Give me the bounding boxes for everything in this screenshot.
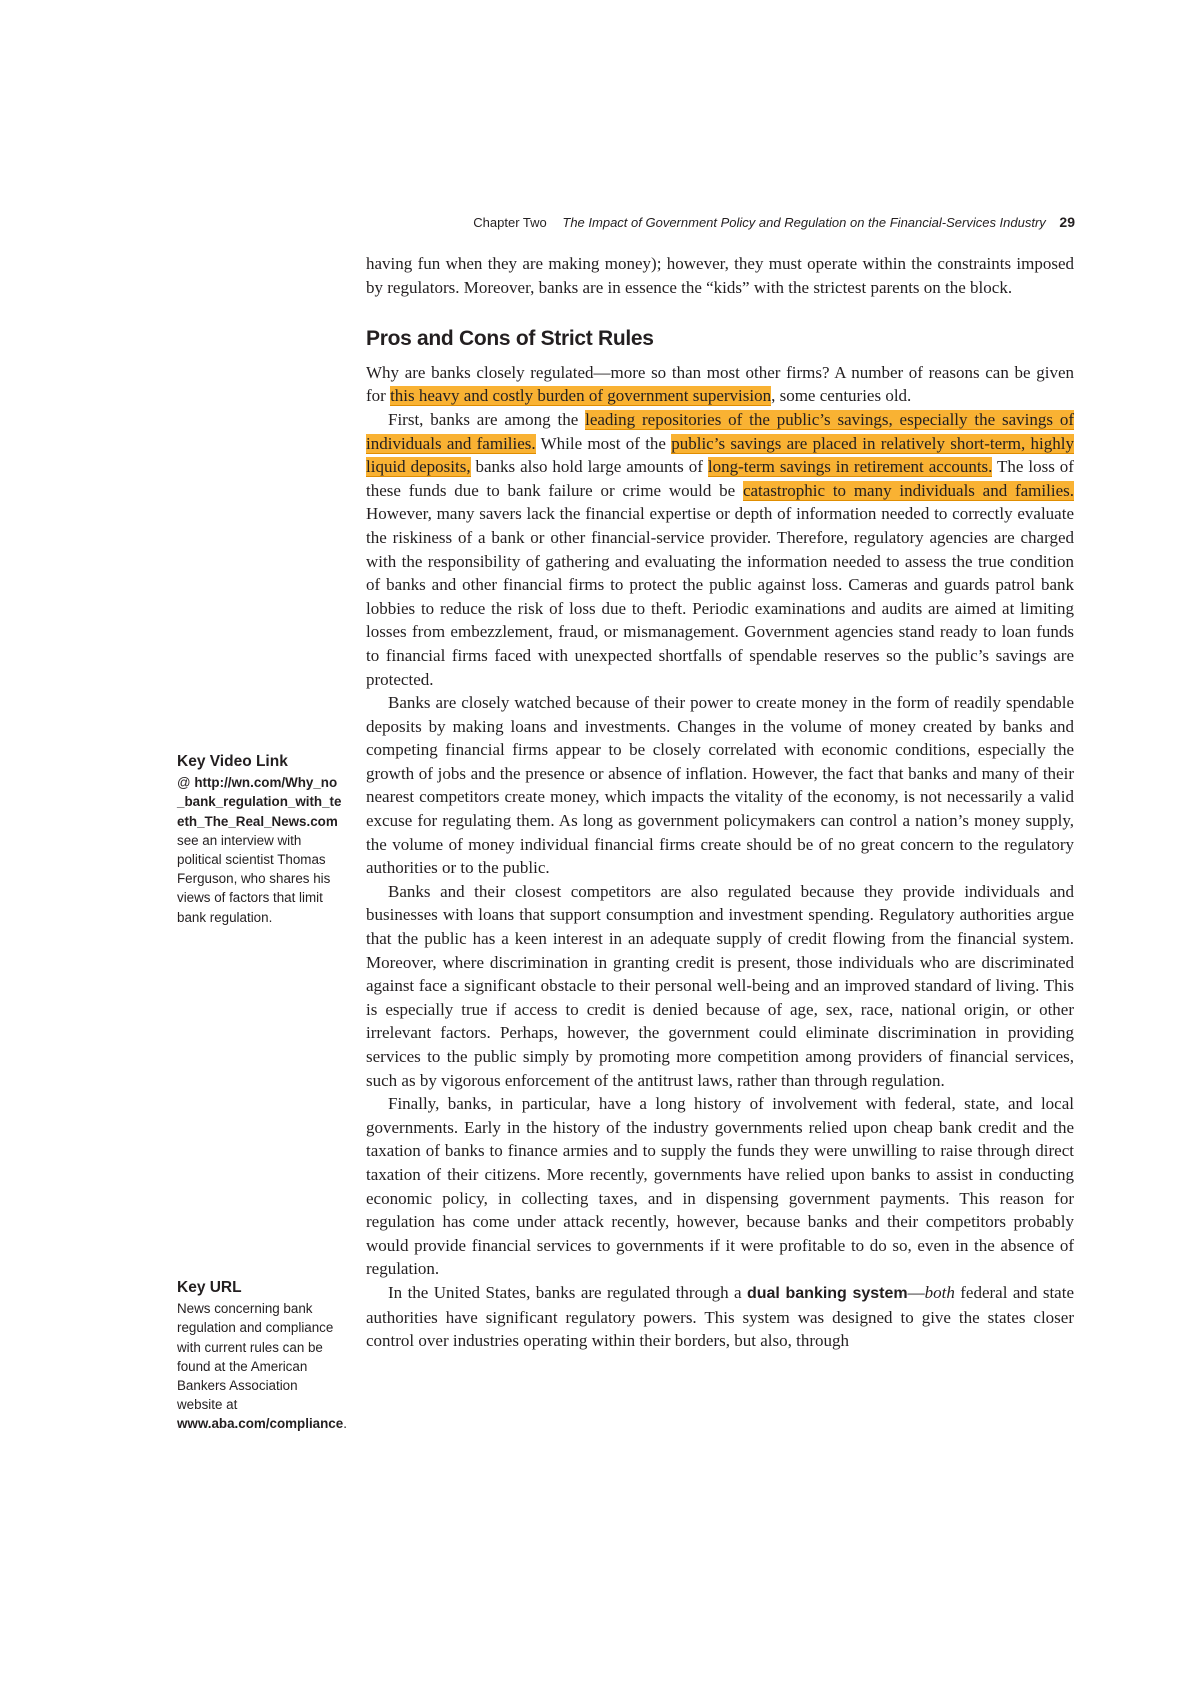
text-run: Why are banks closely regulated—more so than most other firms? A number of reasons can be given for <box>366 362 1074 406</box>
text-run: While most of the <box>535 433 672 453</box>
emphasis: both <box>924 1282 955 1302</box>
paragraph-1 <box>366 361 1074 408</box>
highlight[interactable]: long-term savings in retirement accounts. <box>707 457 993 477</box>
main-text-column <box>366 252 1074 1353</box>
text-run: , some centuries old. <box>771 386 912 406</box>
paragraph-5: Finally, banks, in particular, have a long history of involvement with federal, state, and local governments. Early in the history of the industry governments relied upon cheap bank credit and the taxation of banks to finance armies and to supply the funds they were unwilling to raise through direct taxation of their citizens. More recently, governments have relied upon banks to assist in conducting economic policy, in collecting taxes, and in dispensing government payments. This reason for regulation has come under attack recently, however, because banks and their competitors probably would provide financial services to governments if it were profitable to do so, even in the absence of regulation. <box>366 1094 1074 1279</box>
chapter-title: The Impact of Government Policy and Regulation on the Financial-Services Industry <box>562 215 1046 230</box>
note-text: see an interview with political scientist Thomas Ferguson, who shares his views of factors that limit bank regulation. <box>177 832 331 925</box>
video-link[interactable]: http://wn.com/Why_no_bank_regulation_with_teeth_The_Real_News.com <box>177 775 342 829</box>
text-run: In the United States, banks are regulated through a <box>388 1282 747 1302</box>
paragraph-3: Banks are closely watched because of their power to create money in the form of readily spendable deposits by making loans and investments. Changes in the volume of money created by banks and competing financial firms appear to be closely correlated with economic conditions, especially the growth of jobs and the presence or absence of inflation. However, the fact that banks and many of their nearest competitors create money, which impacts the vitality of the economy, is not necessarily a valid excuse for regulating them. As long as government policymakers can control a nation’s money supply, the volume of money individual financial firms create should be of no great concern to the regulatory authorities or to the public. <box>366 693 1074 878</box>
highlight[interactable]: catastrophic to many individuals and families. <box>742 480 1074 500</box>
highlight[interactable]: this heavy and costly burden of government supervision <box>390 386 772 406</box>
note-body <box>177 1299 347 1433</box>
chapter-label: Chapter Two <box>473 215 547 230</box>
text-run: However, many savers lack the financial expertise or depth of information needed to correctly evaluate the riskiness of a bank or other financial-service provider. Therefore, regulatory agencies are charged with the responsibility of gathering and evaluating the information needed to assess the true condition of banks and other financial firms to protect the public against loss. Cameras and guards patrol bank lobbies to reduce the risk of loss due to theft. Periodic examinations and audits are aimed at limiting losses from embezzlement, fraud, or mismanagement. Government agencies stand ready to loan funds to financial firms faced with unexpected shortfalls of spendable reserves so the public’s savings are protected. <box>366 504 1074 689</box>
text-run: First, banks are among the <box>388 409 586 429</box>
note-title: Key Video Link <box>177 753 288 770</box>
page-number: 29 <box>1059 214 1075 230</box>
key-url-note <box>177 1278 347 1434</box>
text-run: federal and state authorities have significant regulatory powers. This system was designed to give the states closer control over industries operating within their borders, but also, through <box>366 1282 1074 1351</box>
key-video-link-note <box>177 752 342 927</box>
note-text: News concerning bank regulation and compliance with current rules can be found at the American Bankers Association website at <box>177 1301 334 1413</box>
paragraph-2 <box>366 408 1074 691</box>
note-prefix: @ <box>177 775 195 791</box>
note-suffix: . <box>343 1416 347 1432</box>
text-run: banks also hold large amounts of <box>470 457 708 477</box>
aba-link[interactable]: www.aba.com/compliance <box>177 1416 344 1432</box>
key-term: dual banking system <box>746 1284 908 1302</box>
text-run: The loss of these funds due to bank failure or crime would be <box>366 457 1074 500</box>
intro-paragraph: having fun when they are making money); however, they must operate within the constraints imposed by regulators. Moreover, banks are in essence the “kids” with the strictest parents on the block. <box>366 254 1074 297</box>
em-dash: — <box>907 1282 925 1302</box>
running-header <box>360 214 1075 230</box>
highlight[interactable]: public’s savings are placed in relatively short-term, highly liquid deposits, <box>366 433 1074 477</box>
note-title: Key URL <box>177 1279 242 1296</box>
section-heading: Pros and Cons of Strict Rules <box>366 327 654 351</box>
note-body <box>177 773 342 927</box>
paragraph-6 <box>366 1281 1074 1353</box>
paragraph-4: Banks and their closest competitors are also regulated because they provide individuals and businesses with loans that support consumption and investment spending. Regulatory authorities argue that the public has a keen interest in an adequate supply of credit flowing from the financial system. Moreover, where discrimination in granting credit is present, those individuals who are discriminated against face a significant obstacle to their personal well-being and an improved standard of living. This is especially true if access to credit is denied because of age, sex, race, national origin, or other irrelevant factors. Perhaps, however, the government could eliminate discrimination in providing services to the public simply by promoting more competition among providers of financial services, such as by vigorous enforcement of the antitrust laws, rather than through regulation. <box>366 881 1074 1090</box>
highlight[interactable]: leading repositories of the public’s savings, especially the savings of individuals and families. <box>366 409 1074 453</box>
